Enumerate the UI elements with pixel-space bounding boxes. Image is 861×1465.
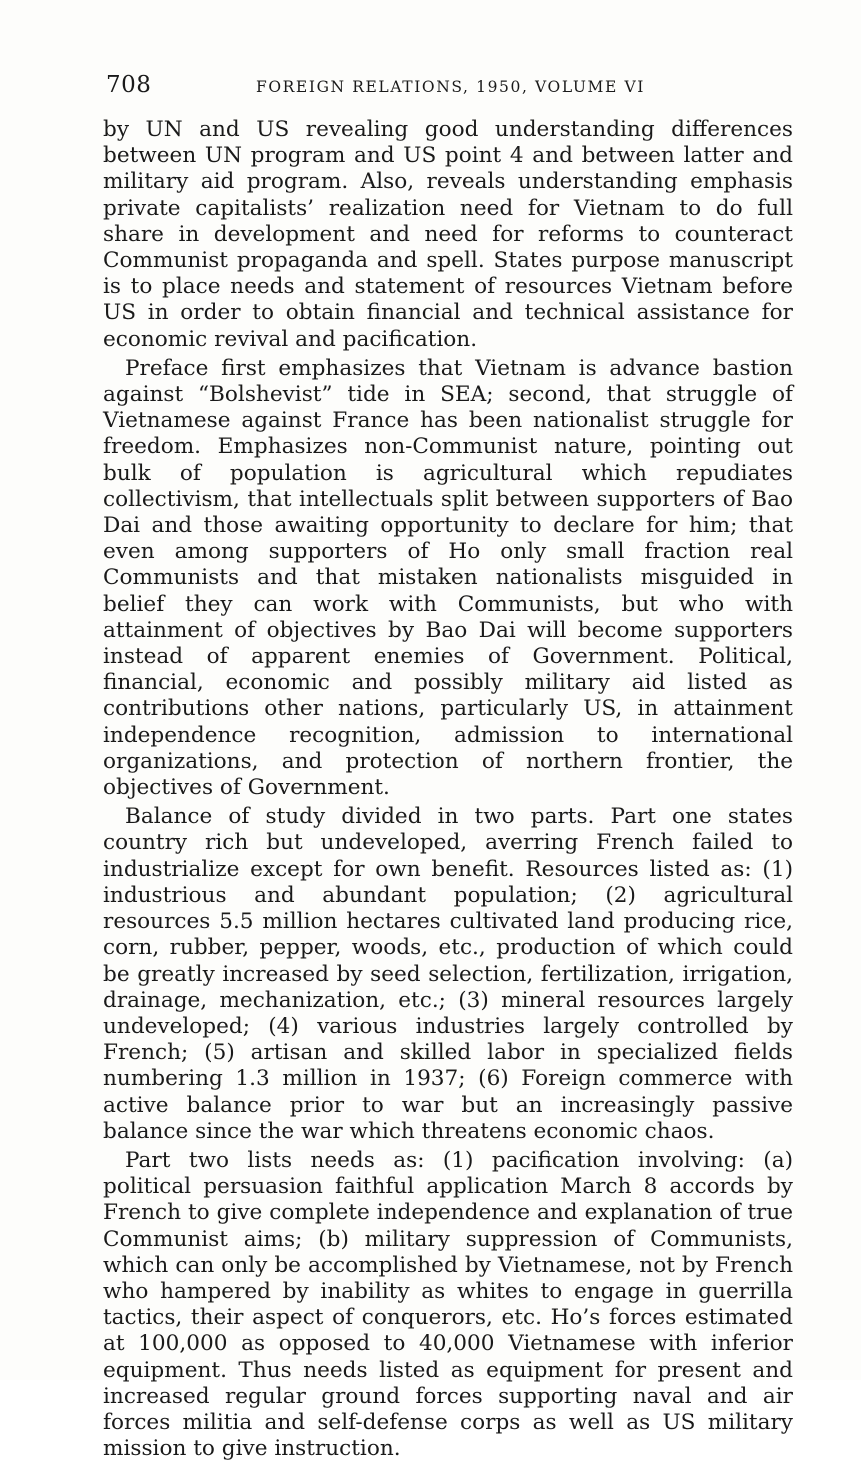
paragraph-continued: by UN and US revealing good understanding differences between UN program and US point 4 and between latter and military aid program. Also, reveals understanding emphasis private capitalists’ realization need for Vietnam to do full share in development and need for reforms to counteract Communist propaganda and spell. States purpose manuscript is to place needs and statement of resources Vietnam before US in order to obtain financial and technical assistance for economic revival and pacification. bbox=[103, 117, 793, 352]
paragraph-part-one: Balance of study divided in two parts. Part one states country rich but undeveloped, averring French failed to industrialize except for own benefit. Resources listed as: (1) industrious and abundant population; (2) agricultural resources 5.5 million hectares cultivated land producing rice, corn, rubber, pepper, woods, etc., production of which could be greatly increased by seed selection, fertilization, irrigation, drainage, mechanization, etc.; (3) mineral resources largely undeveloped; (4) various industries largely controlled by French; (5) artisan and skilled labor in specialized fields numbering 1.3 million in 1937; (6) Foreign commerce with active balance prior to war but an increasingly passive balance since the war which threatens economic chaos. bbox=[103, 804, 793, 1144]
paragraph-preface: Preface first emphasizes that Vietnam is advance bastion against “Bolshevist” tide in SEA; second, that struggle of Vietnamese against France has been nationalist struggle for freedom. Emphasizes non-Communist nature, pointing out bulk of population is agricultural which repudiates collectivism, that intellectuals split between supporters of Bao Dai and those awaiting opportunity to declare for him; that even among supporters of Ho only small fraction real Communists and that mistaken nationalists misguided in belief they can work with Communists, but who with attainment of objectives by Bao Dai will become supporters instead of apparent enemies of Government. Political, financial, economic and possibly military aid listed as contributions other nations, particularly US, in attainment independence recognition, admission to international organizations, and protection of northern frontier, the objectives of Government. bbox=[103, 355, 793, 801]
paragraph-part-two: Part two lists needs as: (1) pacification involving: (a) political persuasion faithful application March 8 accords by French to give complete independence and explanation of true Communist aims; (b) military suppression of Communists, which can only be accomplished by Vietnamese, not by French who hampered by inability as whites to engage in guerrilla tactics, their aspect of conquerors, etc. Ho’s forces estimated at 100,000 as opposed to 40,000 Vietnamese with inferior equipment. Thus needs listed as equipment for present and increased regular ground forces supporting naval and air forces militia and self-defense corps as well as US military mission to give instruction. bbox=[103, 1147, 793, 1462]
running-head-title: FOREIGN RELATIONS, 1950, VOLUME VI bbox=[256, 78, 645, 96]
page-number: 708 bbox=[106, 72, 152, 98]
running-head bbox=[106, 72, 796, 102]
body-text bbox=[103, 117, 793, 1465]
